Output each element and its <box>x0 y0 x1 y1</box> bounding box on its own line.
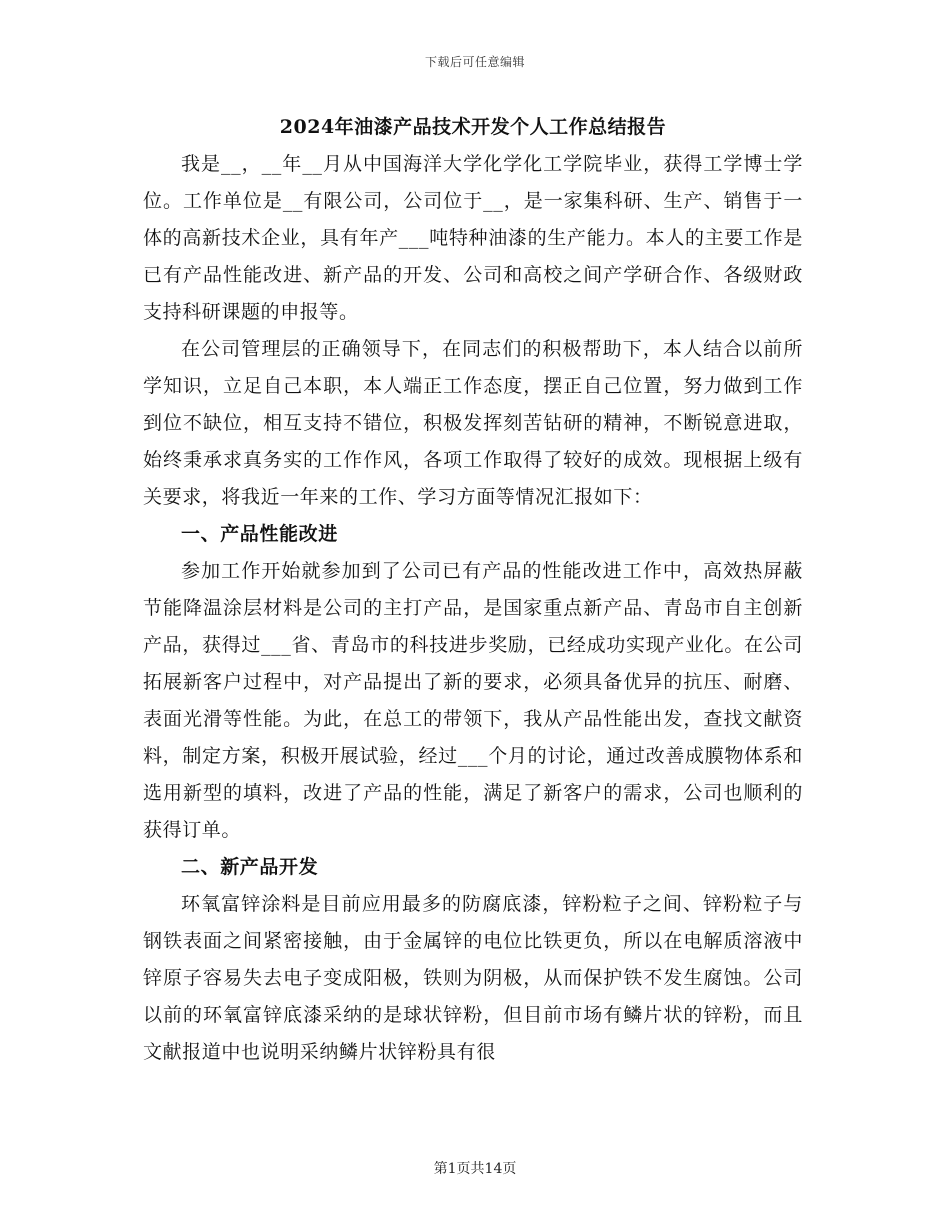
header-note: 下载后可任意编辑 <box>424 55 525 69</box>
paragraph-summary: 在公司管理层的正确领导下，在同志们的积极帮助下，本人结合以前所学知识，立足自己本职，本人端正工作态度，摆正自己位置，努力做到工作到位不缺位，相互支持不错位，积极发挥刻苦钻研的精神，不断锐意进取，始终秉承求真务实的工作作风，各项工作取得了较好的成效。现根据上级有关要求，将我近一年来的工作、学习方面等情况汇报如下： <box>143 338 803 508</box>
paragraph-intro: 我是__，__年__月从中国海洋大学化学化工学院毕业，获得工学博士学位。工作单位是__有限公司，公司位于__，是一家集科研、生产、销售于一体的高新技术企业，具有年产___吨特种油漆的生产能力。本人的主要工作是已有产品性能改进、新产品的开发、公司和高校之间产学研合作、各级财政支持科研课题的申报等。 <box>143 153 803 323</box>
document-title: 2024年油漆产品技术开发个人工作总结报告 <box>279 116 667 138</box>
section-heading-1: 一、产品性能改进 <box>181 523 338 545</box>
section-heading-2: 二、新产品开发 <box>181 856 319 878</box>
paragraph-section-1: 参加工作开始就参加到了公司已有产品的性能改进工作中，高效热屏蔽节能降温涂层材料是公司的主打产品，是国家重点新产品、青岛市自主创新产品，获得过___省、青岛市的科技进步奖励，已经成功实现产业化。在公司拓展新客户过程中，对产品提出了新的要求，必须具备优异的抗压、耐磨、表面光滑等性能。为此，在总工的带领下，我从产品性能出发，查找文献资料，制定方案，积极开展试验，经过___个月的讨论，通过改善成膜物体系和选用新型的填料，改进了产品的性能，满足了新客户的需求，公司也顺利的获得订单。 <box>143 560 803 841</box>
page-number: 第1页共14页 <box>433 1161 517 1177</box>
paragraph-section-2: 环氧富锌涂料是目前应用最多的防腐底漆，锌粉粒子之间、锌粉粒子与钢铁表面之间紧密接触，由于金属锌的电位比铁更负，所以在电解质溶液中锌原子容易失去电子变成阳极，铁则为阴极，从而保护铁不发生腐蚀。公司以前的环氧富锌底漆采纳的是球状锌粉，但目前市场有鳞片状的锌粉，而且文献报道中也说明采纳鳞片状锌粉具有很 <box>143 893 803 1063</box>
document-body <box>143 108 803 1071</box>
